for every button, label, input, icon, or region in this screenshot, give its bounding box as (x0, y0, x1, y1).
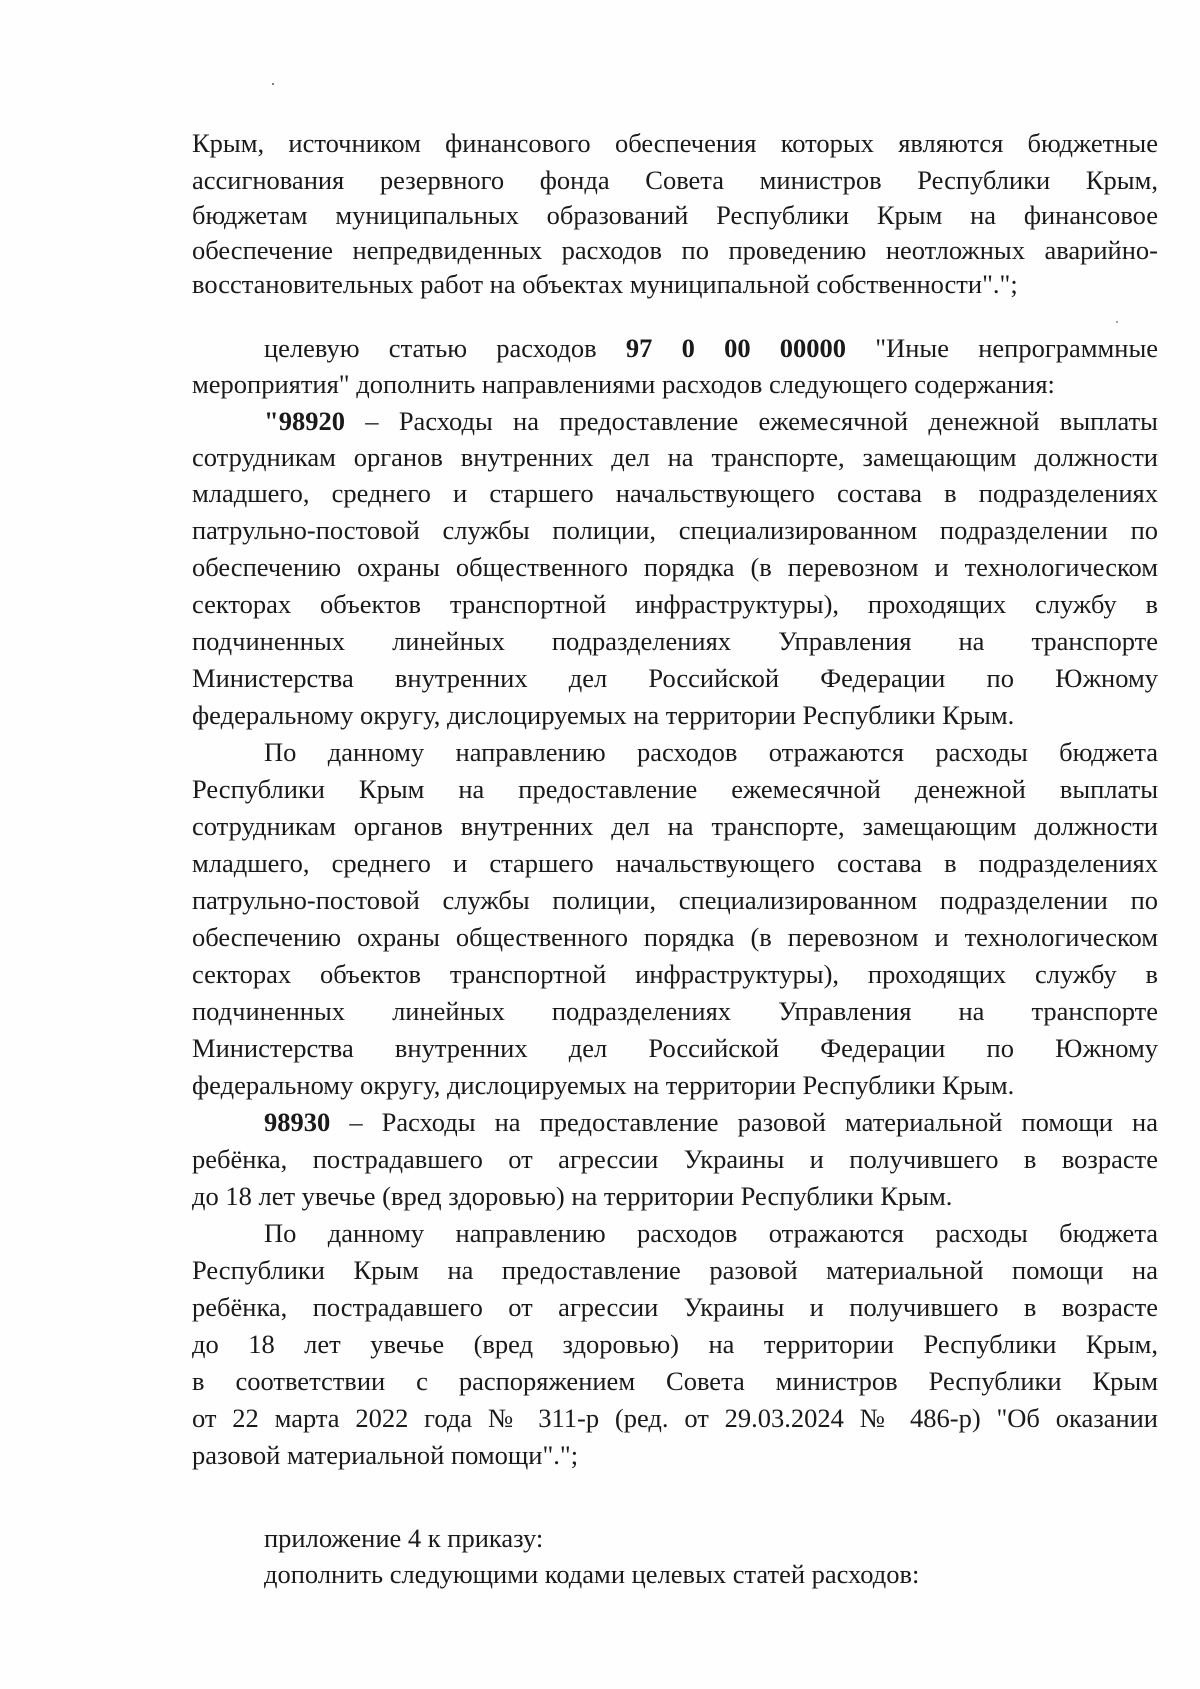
text-line: восстановительных работ на объектах муниципальной собственности"."; (192, 269, 1018, 299)
text-line: ребёнка, пострадавшего от агрессии Украины и получившего в возрасте (192, 1144, 1158, 1174)
text-line: По данному направлению расходов отражаются расходы бюджета (264, 1218, 1158, 1248)
text-span: – Расходы на предоставление разовой материальной помощи на (330, 1107, 1158, 1137)
text-line: Министерства внутренних дел Российской Федерации по Южному (192, 1033, 1158, 1063)
expense-code-98930: 98930 (264, 1107, 331, 1137)
text-line: Министерства внутренних дел Российской Федерации по Южному (192, 663, 1158, 693)
item-98920-heading (264, 404, 1158, 440)
text-span: целевую статью расходов (264, 333, 626, 363)
text-line: секторах объектов транспортной инфраструктуры), проходящих службу в (192, 589, 1158, 619)
paragraph-target-article (264, 331, 1158, 367)
text-line: младшего, среднего и старшего начальствующего состава в подразделениях (192, 848, 1158, 878)
text-line: дополнить следующими кодами целевых статей расходов: (264, 1559, 920, 1589)
text-span: "Иные непрограммные (846, 333, 1159, 363)
text-line: разовой материальной помощи"."; (192, 1440, 579, 1470)
text-line: младшего, среднего и старшего начальствующего состава в подразделениях (192, 478, 1158, 508)
expense-code-98920: 98920 (278, 406, 345, 436)
text-line: бюджетам муниципальных образований Республики Крым на финансовое (192, 200, 1158, 230)
text-line: подчиненных линейных подразделениях Управления на транспорте (192, 626, 1158, 656)
text-line: ребёнка, пострадавшего от агрессии Украины и получившего в возрасте (192, 1292, 1158, 1322)
scan-speck (1116, 321, 1118, 323)
text-line: сотрудникам органов внутренних дел на транспорте, замещающим должности (192, 811, 1158, 841)
text-line: По данному направлению расходов отражаются расходы бюджета (264, 737, 1158, 767)
text-line: ассигнования резервного фонда Совета министров Республики Крым, (192, 165, 1158, 195)
text-line: патрульно-постовой службы полиции, специализированном подразделении по (192, 885, 1158, 915)
text-line: мероприятия" дополнить направлениями расходов следующего содержания: (192, 369, 1055, 399)
text-line: подчиненных линейных подразделениях Управления на транспорте (192, 996, 1158, 1026)
text-line: секторах объектов транспортной инфраструктуры), проходящих службу в (192, 959, 1158, 989)
item-98930-heading (264, 1105, 1158, 1141)
text-line: федеральному округу, дислоцируемых на территории Республики Крым. (192, 1070, 1015, 1100)
text-line: от 22 марта 2022 года № 311-р (ред. от 29.03.2024 № 486-р) "Об оказании (192, 1403, 1158, 1433)
text-span: – Расходы на предоставление ежемесячной денежной выплаты (344, 406, 1158, 436)
text-line: федеральному округу, дислоцируемых на территории Республики Крым. (192, 700, 1015, 730)
text-line: обеспечению охраны общественного порядка (в перевозном и технологическом (192, 922, 1158, 952)
scan-speck (272, 83, 274, 85)
text-line: Крым, источником финансового обеспечения которых являются бюджетные (192, 128, 1158, 158)
text-line: Республики Крым на предоставление ежемесячной денежной выплаты (192, 774, 1158, 804)
text-line: обеспечение непредвиденных расходов по проведению неотложных аварийно- (192, 235, 1158, 265)
quote-mark: " (264, 406, 279, 436)
text-line: сотрудникам органов внутренних дел на транспорте, замещающим должности (192, 442, 1158, 472)
text-line: до 18 лет увечье (вред здоровью) на территории Республики Крым. (192, 1181, 953, 1211)
appendix-heading: приложение 4 к приказу: (264, 1523, 544, 1553)
text-line: до 18 лет увечье (вред здоровью) на территории Республики Крым, (192, 1329, 1158, 1359)
text-line: патрульно-постовой службы полиции, специализированном подразделении по (192, 515, 1158, 545)
text-line: обеспечению охраны общественного порядка (в перевозном и технологическом (192, 552, 1158, 582)
target-article-code: 97 0 00 00000 (625, 333, 847, 363)
text-line: Республики Крым на предоставление разовой материальной помощи на (192, 1255, 1158, 1285)
text-line: в соответствии с распоряжением Совета министров Республики Крым (192, 1366, 1158, 1396)
